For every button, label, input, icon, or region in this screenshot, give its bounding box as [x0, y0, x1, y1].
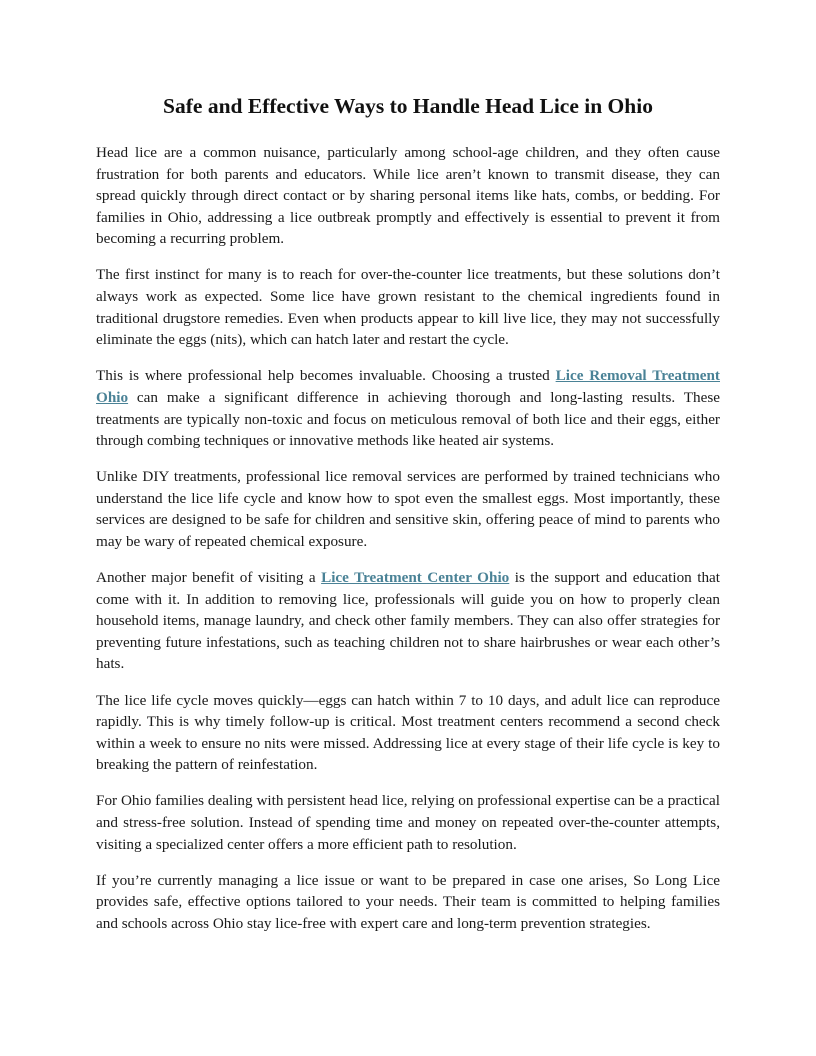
paragraph-otc-treatments: The first instinct for many is to reach for over-the-counter lice treatments, but these solutions don’t always work as expected. Some lice have grown resistant to the chemical ingredients found in traditional drugstore remedies. Even when products appear to kill live lice, they may not successfully eliminate the eggs (nits), which can hatch later and restart the cycle.: [96, 266, 720, 349]
paragraph-life-cycle: The lice life cycle moves quickly—eggs can hatch within 7 to 10 days, and adult lice can reproduce rapidly. This is why timely follow-up is critical. Most treatment centers recommend a second check within a week to ensure no nits were missed. Addressing lice at every stage of their life cycle is key to breaking the pattern of reinfestation.: [96, 691, 720, 774]
paragraph-intro: Head lice are a common nuisance, particularly among school-age children, and they often cause frustration for both parents and educators. While lice aren’t known to transmit disease, they can spread quickly through direct contact or by sharing personal items like hats, combs, or bedding. For families in Ohio, addressing a lice outbreak promptly and effectively is essential to prevent it from becoming a recurring problem.: [96, 144, 720, 248]
paragraph-treatment-center: [96, 567, 720, 675]
lice-treatment-center-ohio-link[interactable]: Lice Treatment Center Ohio: [321, 569, 510, 587]
paragraph-text-segment: This is where professional help becomes invaluable. Choosing a trusted: [96, 367, 556, 385]
paragraph-so-long-lice: If you’re currently managing a lice issue or want to be prepared in case one arises, So Long Lice provides safe, effective options tailored to your needs. Their team is committed to helping families and schools across Ohio stay lice-free with expert care and long-term prevention strategies.: [96, 871, 720, 932]
paragraph-diy-comparison: Unlike DIY treatments, professional lice removal services are performed by trained technicians who understand the lice life cycle and know how to spot even the smallest eggs. Most importantly, these services are designed to be safe for children and sensitive skin, offering peace of mind to parents who may be wary of repeated chemical exposure.: [96, 468, 720, 550]
paragraph-professional-help: [96, 365, 720, 451]
document-body: [96, 92, 720, 949]
paragraph-text-segment: can make a significant difference in achieving thorough and long-lasting results. These treatments are typically non-toxic and focus on meticulous removal of both lice and their eggs, either through combing techniques or innovative methods like heated air systems.: [96, 388, 720, 450]
page-title: Safe and Effective Ways to Handle Head Lice in Ohio: [163, 94, 653, 118]
lice-removal-treatment-ohio-link[interactable]: Lice Removal Treatment Ohio: [96, 367, 720, 406]
paragraph-text-segment: Another major benefit of visiting a: [96, 569, 322, 587]
paragraph-ohio-families: For Ohio families dealing with persistent head lice, relying on professional expertise can be a practical and stress-free solution. Instead of spending time and money on repeated over-the-counter attempts, visiting a specialized center offers a more efficient path to resolution.: [96, 792, 720, 853]
paragraph-text-segment: is the support and education that come with it. In addition to removing lice, professionals will guide you on how to properly clean household items, manage laundry, and check other family members. They can also offer strategies for preventing future infestations, such as teaching children not to share hairbrushes or wear each other’s hats.: [96, 569, 720, 673]
